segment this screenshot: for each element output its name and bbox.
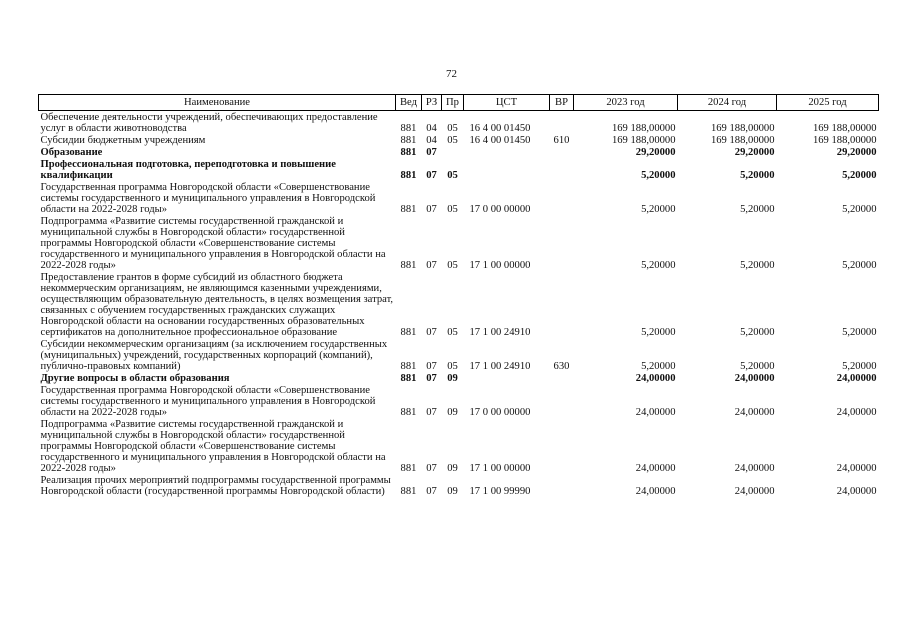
row-ved: 881 (400, 373, 417, 384)
row-cst: 16 4 00 01450 (469, 135, 531, 146)
row-vr (550, 215, 574, 271)
header-pr: Пр (442, 95, 464, 111)
row-2024: 5,20000 (740, 170, 775, 181)
row-name: Профессиональная подготовка, переподготовка и повышение квалификации (40, 159, 336, 181)
row-2025: 5,20000 (842, 361, 877, 372)
table-header-row (39, 95, 879, 111)
header-rz: РЗ (422, 95, 442, 111)
table-row (39, 474, 879, 497)
row-ved: 881 (400, 135, 417, 146)
row-2023: 5,20000 (641, 170, 676, 181)
row-2024: 169 188,00000 (710, 123, 775, 134)
row-name: Образование (40, 147, 103, 158)
row-2024: 5,20000 (740, 260, 775, 271)
row-cst (464, 146, 550, 158)
table-row (39, 134, 879, 146)
row-vr (550, 271, 574, 338)
row-2024: 5,20000 (740, 327, 775, 338)
row-name: Подпрограмма «Развитие системы государственной гражданской и муниципальной службы в Новгородской области» государственной программы Новгородской области «Совершенствование системы государственного и муниципального управления в Новгородской области на 2022-2028 годы» (40, 419, 386, 474)
row-rz: 07 (426, 327, 437, 338)
row-ved: 881 (400, 486, 417, 497)
row-rz: 07 (426, 486, 437, 497)
header-ved: Вед (396, 95, 422, 111)
row-name: Предоставление грантов в форме субсидий из областного бюджета некоммерческим организациям, не являющимся казенными учреждениями, осуществляющим образовательную деятельность, в целях возмещения затрат, связанных с обучением государственных гражданских служащих Новгородской области на основании государственных образовательных сертификатов на дополнительное профессиональное образование (40, 272, 394, 338)
row-cst: 17 1 00 00000 (469, 260, 531, 271)
row-pr: 09 (447, 373, 458, 384)
page-number: 72 (446, 68, 457, 80)
row-2024: 29,20000 (734, 147, 775, 158)
row-name: Обеспечение деятельности учреждений, обеспечивающих предоставление услуг в области животноводства (40, 112, 378, 134)
table-row (39, 384, 879, 418)
row-ved: 881 (400, 260, 417, 271)
header-cst: ЦСТ (464, 95, 550, 111)
row-ved: 881 (400, 361, 417, 372)
row-ved: 881 (400, 463, 417, 474)
row-2025: 24,00000 (836, 463, 877, 474)
row-2025: 169 188,00000 (812, 123, 877, 134)
row-2025: 5,20000 (842, 170, 877, 181)
row-vr (550, 372, 574, 384)
row-2025: 5,20000 (842, 260, 877, 271)
table-row (39, 271, 879, 338)
row-vr (550, 111, 574, 135)
row-cst: 17 0 00 00000 (469, 204, 531, 215)
row-ved: 881 (400, 204, 417, 215)
row-cst: 17 1 00 00000 (469, 463, 531, 474)
row-cst (464, 158, 550, 181)
header-2024: 2024 год (678, 95, 777, 111)
row-name: Государственная программа Новгородской области «Совершенствование системы государственного и муниципального управления в Новгородской области на 2022-2028 годы» (40, 182, 376, 215)
row-vr (550, 418, 574, 474)
row-2024: 169 188,00000 (710, 135, 775, 146)
row-pr: 05 (447, 123, 458, 134)
row-2024: 24,00000 (734, 463, 775, 474)
table-row (39, 158, 879, 181)
row-rz: 07 (426, 147, 437, 158)
row-2025: 29,20000 (836, 147, 877, 158)
row-vr (550, 146, 574, 158)
row-cst: 17 0 00 00000 (469, 407, 531, 418)
row-rz: 07 (426, 463, 437, 474)
row-cst: 17 1 00 24910 (469, 327, 531, 338)
row-2024: 24,00000 (734, 407, 775, 418)
table-row (39, 111, 879, 135)
header-name: Наименование (39, 95, 396, 111)
row-2023: 5,20000 (641, 204, 676, 215)
header-2025: 2025 год (777, 95, 879, 111)
row-2025: 24,00000 (836, 373, 877, 384)
row-2024: 5,20000 (740, 204, 775, 215)
table-body (39, 111, 879, 498)
row-2023: 29,20000 (635, 147, 676, 158)
row-rz: 04 (426, 123, 437, 134)
row-2023: 24,00000 (635, 463, 676, 474)
row-name: Другие вопросы в области образования (40, 373, 230, 384)
row-vr (550, 474, 574, 497)
row-vr: 610 (553, 135, 570, 146)
row-ved: 881 (400, 123, 417, 134)
row-2023: 24,00000 (635, 407, 676, 418)
row-cst: 17 1 00 24910 (469, 361, 531, 372)
row-cst: 17 1 00 99990 (469, 486, 531, 497)
row-vr (550, 158, 574, 181)
row-pr: 09 (447, 486, 458, 497)
row-2025: 24,00000 (836, 407, 877, 418)
row-pr: 09 (447, 407, 458, 418)
row-vr: 630 (553, 361, 570, 372)
row-pr: 09 (447, 463, 458, 474)
row-ved: 881 (400, 147, 417, 158)
row-cst: 16 4 00 01450 (469, 123, 531, 134)
row-2025: 5,20000 (842, 327, 877, 338)
table-row (39, 215, 879, 271)
row-ved: 881 (400, 170, 417, 181)
row-pr: 05 (447, 327, 458, 338)
row-2023: 169 188,00000 (611, 135, 676, 146)
row-rz: 07 (426, 407, 437, 418)
row-rz: 07 (426, 170, 437, 181)
row-2023: 24,00000 (635, 373, 676, 384)
row-name: Субсидии некоммерческим организациям (за исключением государственных (муниципальных) учреждений, государственных корпораций (компаний), публично-правовых компаний) (40, 339, 388, 372)
table-row (39, 372, 879, 384)
row-2023: 5,20000 (641, 361, 676, 372)
row-pr: 05 (447, 260, 458, 271)
row-2024: 5,20000 (740, 361, 775, 372)
row-2024: 24,00000 (734, 486, 775, 497)
row-pr: 05 (447, 135, 458, 146)
row-ved: 881 (400, 407, 417, 418)
row-name: Подпрограмма «Развитие системы государственной гражданской и муниципальной службы в Новгородской области» государственной программы Новгородской области «Совершенствование системы государственного и муниципального управления в Новгородской области на 2022-2028 годы» (40, 216, 386, 271)
row-rz: 04 (426, 135, 437, 146)
row-2023: 24,00000 (635, 486, 676, 497)
row-2025: 169 188,00000 (812, 135, 877, 146)
row-2025: 24,00000 (836, 486, 877, 497)
row-vr (550, 181, 574, 215)
row-name: Реализация прочих мероприятий подпрограммы государственной программы Новгородской области (государственной программы Новгородской области) (40, 475, 391, 497)
row-name: Субсидии бюджетным учреждениям (40, 135, 206, 146)
header-2023: 2023 год (574, 95, 678, 111)
row-pr: 05 (447, 361, 458, 372)
budget-table (38, 94, 879, 497)
row-2023: 5,20000 (641, 260, 676, 271)
row-ved: 881 (400, 327, 417, 338)
table-row (39, 181, 879, 215)
header-vr: ВР (550, 95, 574, 111)
row-pr: 05 (447, 170, 458, 181)
row-rz: 07 (426, 373, 437, 384)
row-name: Государственная программа Новгородской области «Совершенствование системы государственного и муниципального управления в Новгородской области на 2022-2028 годы» (40, 385, 376, 418)
row-pr: 05 (447, 204, 458, 215)
table-row (39, 146, 879, 158)
row-2023: 169 188,00000 (611, 123, 676, 134)
row-2023: 5,20000 (641, 327, 676, 338)
row-rz: 07 (426, 361, 437, 372)
row-2025: 5,20000 (842, 204, 877, 215)
row-rz: 07 (426, 260, 437, 271)
row-rz: 07 (426, 204, 437, 215)
row-pr (442, 146, 464, 158)
row-2024: 24,00000 (734, 373, 775, 384)
row-cst (464, 372, 550, 384)
row-vr (550, 384, 574, 418)
table-row (39, 418, 879, 474)
table-row (39, 338, 879, 372)
